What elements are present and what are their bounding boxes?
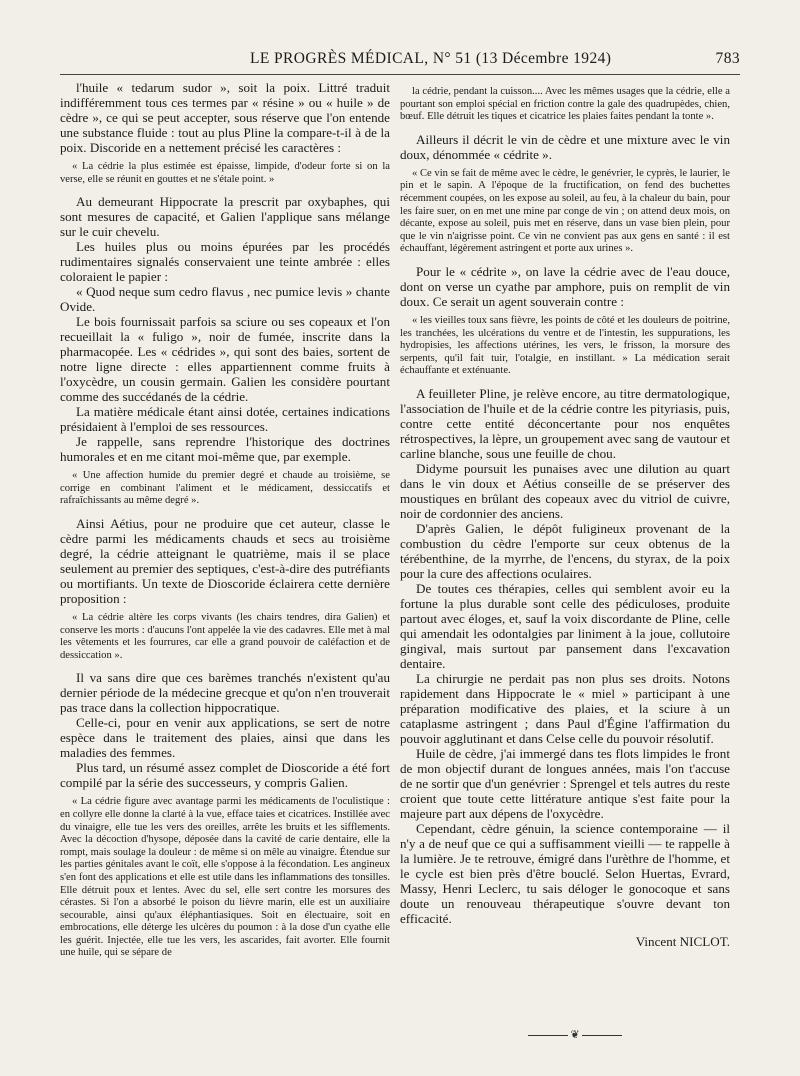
quotation-paragraph: « La cédrie la plus estimée est épaisse, limpide, d'odeur forte si on la verse, elle se réunit en gouttes et ne s'étale point. » [60,161,390,185]
quotation-paragraph: « La cédrie figure avec avantage parmi les médicaments de l'oculistique : en collyre elle donne la clarté à la vue, efface taies et cicatrices. Instillée avec du vinaigre, elle tue les vers des oreilles, arrête les bruits et les sifflements. Avec la décoction d'hysope, déposée dans la cavité de carie dentaire, elle la rompt, mais soulage la douleur : de même si on mêle au vinaigre. Étendue sur les parties génitales avant le coït, elle s'oppose à la fécondation. Les angineux s'en font des applications et elle est utile dans les inflammations des tonsilles. Elle détruit poux et lentes. Avec du sel, elle sert contre les morsures des cérastes. Si l'on a absorbé le poison du lièvre marin, elle est un auxiliaire secourable, ainsi qu'aux éléphantiasiques. Soit en électuaire, soit en embrocations, elle déterge les ulcères du poumon : à la dose d'un cyathe elle les guérit. Injectée, elle tue les vers, les ascarides, fait avorter. Elle fournit une huile, qui se sépare de [60,796,390,959]
body-paragraph: D'après Galien, le dépôt fuligineux provenant de la combustion du cèdre l'emporte sur ceux obtenus de la térébenthine, de la myrrhe, de l'encens, du styrax, de la poix pour la cure des affections oculaires. [400,520,730,581]
body-paragraph: De toutes ces thérapies, celles qui semblent avoir eu la fortune la plus durable sont celle des pédiculoses, produite partout avec éloges, et, sauf la voix discordante de Pline, celle qui amendait les odontalgies par liniment à la joue, collutoire gingival, mais surtout par pansement dans l'excavation dentaire. [400,580,730,671]
quotation-paragraph: « Ce vin se fait de même avec le cèdre, le genévrier, le cyprès, le laurier, le pin et le sapin. A l'époque de la fructification, on fend des buchettes récemment coupées, on les expose au soleil, au feu, à la chaleur du bain, pour les faire suer, on en met une mine par conge de vin ; on attend deux mois, on décante, expose au soleil, puis met en réserve, dans un vase bien plein, pour que le vin n'aigrisse point. Ce vin ne convient pas aux gens en santé : il est échauffant, légèrement astringent et porte aux urines ». [400,167,730,255]
ornament-glyph: ❦ [570,1029,580,1041]
body-paragraph: Ailleurs il décrit le vin de cèdre et une mixture avec le vin doux, dénommée « cédrite ». [400,131,730,162]
body-paragraph: l'huile « tedarum sudor », soit la poix. Littré traduit indifféremment tous ces termes par « résine » ou « huile » de cèdre », ce qui se peut accepter, sous réserve que l'on entende une substance fluide : tout au plus Pline la compare-t-il à de la poix. Discoride en a nettement précisé les caractères : [60,80,390,155]
body-paragraph: Celle-ci, pour en venir aux applications, se sert de notre espèce dans le traitement des plaies, ainsi que dans les maladies des femmes. [60,715,390,761]
body-paragraph: Pour le « cédrite », on lave la cédrie avec de l'eau douce, dont on verse un cyathe par amphore, puis on remplit de vin doux. Ce serait un agent souverain contre : [400,263,730,309]
body-paragraph: Cependant, cèdre génuin, la science contemporaine — il n'y a de neuf que ce qui a suffisamment vieilli — te rappelle à la lumière. Je te retrouve, émigré dans l'urèthre de l'homme, et le cycle est bien près d'être bouclé. Selon Huertas, Evrard, Massy, Henri Leclerc, tu sais déloger le gonocoque et sans doute un renouveau thérapeutique s'ouvre devant ton efficacité. [400,820,730,926]
quotation-paragraph: « La cédrie altère les corps vivants (les chairs tendres, dira Galien) et conserve les morts : d'aucuns l'ont appelée la vie des cadavres. Elle met à mal les vêtements et les fourrures, car elle a grand pouvoir de caléfaction et de dessiccation ». [60,611,390,661]
body-paragraph: Le bois fournissait parfois sa sciure ou ses copeaux et l'on recueillait la « fuligo », noir de fumée, inscrite dans la pharmacopée. Les « cédrides », qui sont des baies, sortent de notre ligne directe : elles appartiennent comme fruits à l'oxycèdre, un cousin germain. Galien les considère pourtant comme des succédanés de la cédrie. [60,314,390,405]
body-paragraph: Huile de cèdre, j'ai immergé dans tes flots limpides le front de mon objectif durant de longues années, mais l'on t'accuse de ne sortir que d'un genévrier : Sprengel et tels autres du reste croient que toute cette littérature antique s'est faite pour la majeure part aux dépens de l'oxycèdre. [400,745,730,821]
end-ornament [520,1028,630,1041]
body-paragraph: Plus tard, un résumé assez complet de Dioscoride a été fort compilé par la série des successeurs, y compris Galien. [60,760,390,791]
quotation-paragraph: la cédrie, pendant la cuisson.... Avec les mêmes usages que la cédrie, elle a pourtant son emploi spécial en friction contre la gale des quadrupèdes, chien, bœuf. Elle détruit les tiques et cicatrice les plaies faites pendant la tonte ». [400,86,730,123]
body-paragraph: Au demeurant Hippocrate la prescrit par oxybaphes, qui sont mesures de capacité, et Galien l'applique sans mélange sur le cuir chevelu. [60,194,390,240]
body-paragraph: Les huiles plus ou moins épurées par les procédés rudimentaires signalés conservaient une teinte ambrée : elles coloraient le papier : [60,239,390,285]
body-paragraph: Je rappelle, sans reprendre l'historique des doctrines humorales et en me citant moi-même que, par exemple. [60,434,390,465]
body-paragraph: A feuilleter Pline, je relève encore, au titre dermatologique, l'association de l'huile et de la cédrie contre les pityriasis, puis, contre cette entité déconcertante pour nos enquêtes rétrospectives, la lèpre, un groupement avec sang de vautour et carline blanche, sous une feuille de chou. [400,385,730,461]
body-paragraph: Il va sans dire que ces barèmes tranchés n'existent qu'au dernier période de la médecine grecque et qu'on n'en trouverait pas trace dans la collection hippocratique. [60,670,390,716]
header-rule [60,74,740,75]
body-paragraph: « Quod neque sum cedro flavus , nec pumice levis » chante Ovide. [60,284,390,315]
right-column [400,80,730,955]
body-paragraph: Didyme poursuit les punaises avec une dilution au quart dans le vin doux et Aétius conseille de se préserver des moustiques en brûlant des copeaux avec du vitriol de cuivre, noir de cordonnier des anciens. [400,460,730,521]
left-column [60,80,390,968]
quotation-paragraph: « les vieilles toux sans fièvre, les points de côté et les douleurs de poitrine, les tranchées, les ulcérations du ventre et de l'intestin, les suppurations, les hydropisies, les affections utérines, les vers, le frisson, la morsure des serpents, qu'il fait tuir, l'otalgie, en instillant. » La médication serait échauffante et exténuante. [400,314,730,377]
quotation-paragraph: « Une affection humide du premier degré et chaude au troisième, se corrige en combinant l'aliment et le médicament, dessiccatifs et rafraîchissants au même degré ». [60,470,390,507]
body-paragraph: La chirurgie ne perdait pas non plus ses droits. Notons rapidement dans Hippocrate le « miel » participant à une préparation modificative des plaies, et la sciure à un cataplasme astringent ; dans Paul d'Égine l'affirmation du pouvoir agglutinant et dans Celse celle du pouvoir résolutif. [400,670,730,746]
body-paragraph: Ainsi Aétius, pour ne produire que cet auteur, classe le cèdre parmi les médicaments chauds et secs au troisième degré, la cédrie atteignant le quatrième, mais il se place seulement au premier des septiques, c'est-à-dire des putréfiants ou mortifiants. Un texte de Dioscoride éclairera cette dernière proposition : [60,515,390,606]
running-header [250,50,740,68]
journal-title: LE PROGRÈS MÉDICAL, N° 51 (13 Décembre 1924) [250,50,612,67]
author-signature: Vincent NICLOT. [635,933,730,949]
body-paragraph: La matière médicale étant ainsi dotée, certaines indications présidaient à l'emploi de ses ressources. [60,404,390,435]
page-number: 783 [715,50,740,67]
